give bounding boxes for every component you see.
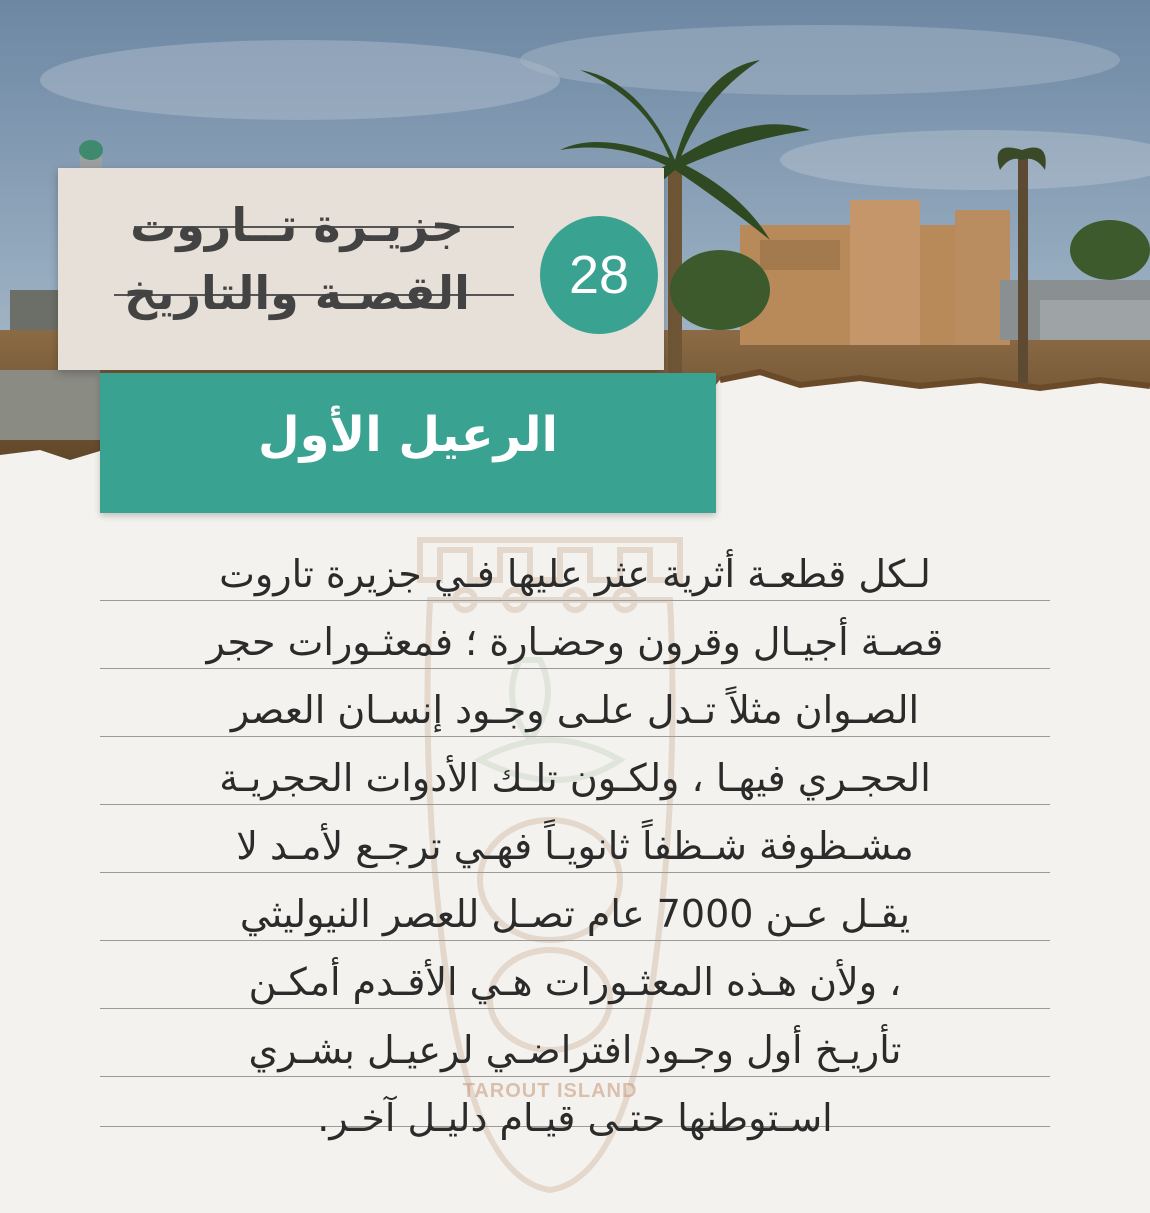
body-line: اسـتوطنها حتـى قيـام دليـل آخـر. (317, 1096, 833, 1140)
body-line: الحجـري فيهـا ، ولكـون تلـك الأدوات الحجريـة (219, 756, 931, 800)
body-line: تأريـخ أول وجـود افتراضـي لرعيـل بشـري (248, 1028, 902, 1072)
series-subtitle: القصـة والتاريخ (124, 266, 470, 320)
body-line: مشـظوفة شـظفاً ثانويـاً فهـي ترجـع لأمـد لا (236, 824, 914, 868)
watermark-label: TAROUT ISLAND (462, 1080, 638, 1102)
body-line: الصـوان مثلاً تـدل علـى وجـود إنسـان العصر (230, 688, 920, 732)
body-paragraph (100, 540, 1050, 1152)
series-title: جزيـرة تــاروت (130, 198, 464, 252)
title-card (58, 168, 664, 370)
body-line: لـكل قطعـة أثرية عثر عليها فـي جزيرة تاروت (219, 552, 931, 596)
body-line: ، ولأن هـذه المعثـورات هـي الأقـدم أمكـن (248, 960, 902, 1004)
body-line: قصـة أجيـال وقرون وحضـارة ؛ فمعثـورات حجر (206, 620, 944, 664)
episode-number-badge: 28 (540, 216, 658, 334)
body-line: يقـل عـن 7000 عام تصـل للعصر النيوليثي (239, 892, 911, 936)
heading-banner (100, 373, 716, 513)
heading-text: الرعيل الأول (258, 407, 558, 463)
